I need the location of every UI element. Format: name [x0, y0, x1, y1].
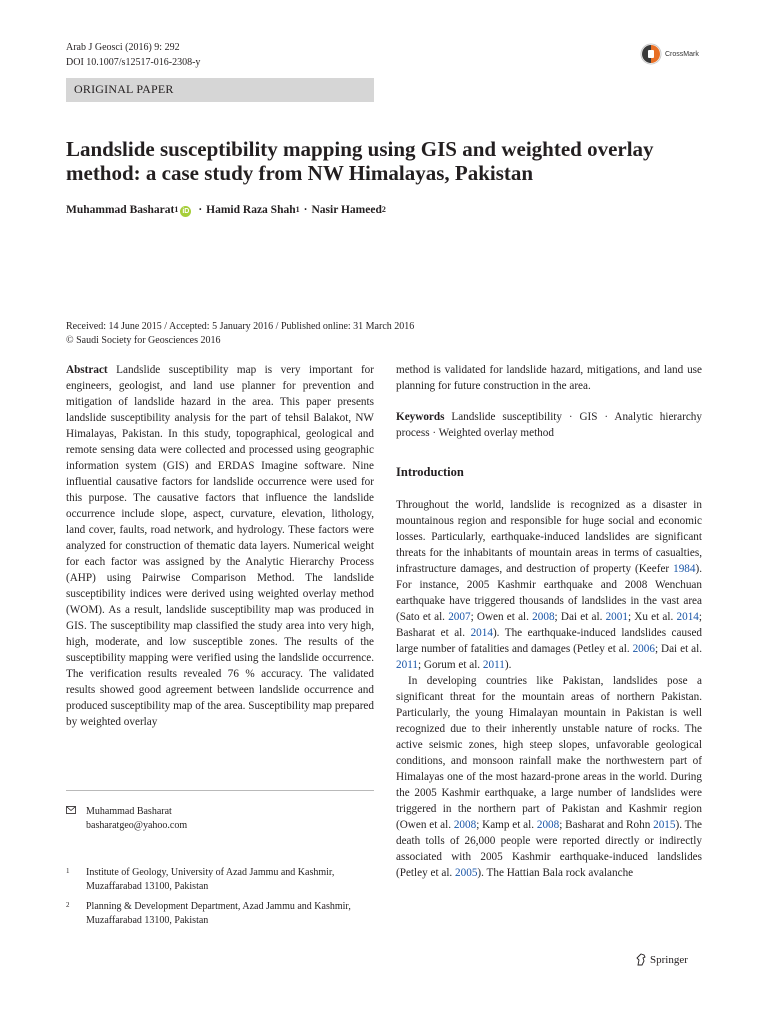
- author-name[interactable]: Hamid Raza Shah: [206, 204, 296, 216]
- abstract: [66, 362, 374, 730]
- text-run: ). For instance, 2005 Kashmir earthquake and 2008 Wenchuan earthquake have triggered thousands of landslides in the vast area (Sato et al.: [396, 563, 702, 623]
- author-separator: ·: [303, 204, 308, 216]
- affiliation-number: 2: [66, 901, 70, 909]
- correspondence-block: [66, 805, 366, 835]
- received-line: Received: 14 June 2015 / Accepted: 5 January 2016 / Published online: 31 March 2016: [66, 321, 415, 332]
- text-run: In developing countries like Pakistan, landslides pose a significant threat for the mountain areas of northern Pakistan. Particularly, the young Himalayan mountain in Pakistan is well recognized due to their inherently unstable nature of rocks. The active seismic zones, high steep slopes, unfavorable geological conditions, and monsoon rainfall make the northwestern part of Himalayas one of the most hazard-prone areas in the world. During the 2005 Kashmir earthquake, a large number of landslides were triggered in the northern part of Pakistan and Kashmir region (Owen et al.: [396, 675, 702, 831]
- citation-link[interactable]: 1984: [673, 563, 696, 575]
- citation-link[interactable]: 2007: [448, 611, 471, 623]
- text-run: ).: [504, 659, 512, 671]
- citation-link[interactable]: 2014: [470, 627, 493, 639]
- keywords-text: Landslide susceptibility · GIS · Analytic hierarchy process · Weighted overlay method: [396, 411, 702, 439]
- right-column: [396, 362, 702, 881]
- orcid-icon[interactable]: iD: [182, 208, 190, 215]
- citation-link[interactable]: 2015: [653, 819, 676, 831]
- text-run: ; Basharat et al.: [396, 611, 702, 639]
- affiliation-text: Institute of Geology, University of Azad Jammu and Kashmir, Muzaffarabad 13100, Pakistan: [86, 867, 335, 892]
- affiliation-text: Planning & Development Department, Azad Jammu and Kashmir, Muzaffarabad 13100, Pakistan: [86, 901, 351, 926]
- text-run: ). The earthquake-induced landslides caused large number of fatalities and damages (Petley et al.: [396, 627, 702, 655]
- citation-link[interactable]: 2008: [453, 819, 477, 831]
- text-run: ; Dai et al.: [554, 611, 606, 623]
- crossmark-badge[interactable]: [640, 43, 699, 65]
- text-run: ). The Hattian Bala rock avalanche: [477, 867, 634, 879]
- journal-line: Arab J Geosci (2016) 9: 292: [66, 42, 180, 53]
- publisher-name: Springer: [650, 953, 688, 966]
- citation-link[interactable]: 2001: [605, 611, 628, 623]
- author-name[interactable]: Nasir Hameed: [311, 204, 382, 216]
- citation-link[interactable]: 2006: [632, 643, 655, 655]
- author-list: [66, 204, 386, 217]
- citation-link[interactable]: 2014: [676, 611, 699, 623]
- text-run: ; Dai et al.: [654, 643, 702, 655]
- abstract-text: Landslide susceptibility map is very important for engineers, geologist, and land use planner for prevention and mitigation of landslide hazard in the area. This paper presents landslide susceptibility analysis for the part of tehsil Balakot, NW Himalayas, Pakistan. In this study, topographical, geological and remote sensing data were collected and processed using geographic information system (GIS) and ERDAS Imagine software. Nine influential causative factors for landslide occurrence were used for this purpose. The causative factors that influence the landslide occurrence include slope, aspect, curvature, elevation, lithology, land cover, faults, road network, and hydrology. These factors were analyzed for construction of thematic data layers. Numerical weight for each factor was assigned by the Analytic Hierarchy Process (AHP) using Pairwise Comparison Method. The landslide susceptibility indices were derived using weighted overlay method (WOM). As a result, landslide susceptibility map was produced in GIS. The susceptibility map classified the study area into very high, high, moderate, and low susceptible zones. The results of the susceptibility mapping were verified using the landslide occurrence. The verification results revealed 76 % accuracy. The validated results showed good agreement between landslide occurrence and produced susceptibility map of the area. Susceptibility map prepared by weighted overlay: [66, 364, 374, 728]
- journal-citation: [66, 40, 200, 70]
- springer-horse-icon: [636, 953, 647, 966]
- text-run: ; Xu et al.: [627, 611, 677, 623]
- citation-link[interactable]: 2008: [536, 819, 560, 831]
- crossmark-icon: [640, 43, 662, 65]
- correspondence-email[interactable]: basharatgeo@yahoo.com: [86, 820, 188, 831]
- introduction-paragraph-1: [396, 497, 702, 673]
- introduction-paragraph-2: [396, 673, 702, 881]
- author-name[interactable]: Muhammad Basharat: [66, 204, 175, 216]
- abstract-continuation: method is validated for landslide hazard, mitigations, and land use planning for future construction in the area.: [396, 364, 702, 392]
- abstract-column: [66, 362, 374, 730]
- text-run: ; Kamp et al.: [476, 819, 537, 831]
- author-affiliation-ref: 2: [381, 205, 386, 214]
- doi-line[interactable]: DOI 10.1007/s12517-016-2308-y: [66, 57, 201, 68]
- article-type-banner: [66, 78, 374, 102]
- text-run: ; Basharat and Rohn: [559, 819, 654, 831]
- author-affiliation-ref: 1: [174, 205, 179, 214]
- affiliation: [66, 900, 366, 930]
- correspondence-name: Muhammad Basharat: [86, 806, 172, 817]
- publisher-logo: [636, 953, 688, 966]
- keywords: [396, 409, 702, 441]
- text-run: Throughout the world, landslide is recognized as a disaster in mountainous region and responsible for huge social and economic losses. Particularly, earthquake-induced landslides are significant threats for the inhabitants of mountain areas in terms of casualties, infrastructure damages, and destruction of property (Keefer: [396, 499, 702, 575]
- copyright-line: © Saudi Society for Geosciences 2016: [66, 335, 221, 346]
- article-type-label: ORIGINAL PAPER: [74, 82, 174, 96]
- text-run: ). The death tolls of 26,000 people were reported directly or indirectly associated with 2005 Kashmir earthquake-induced landslides (Petley et al.: [396, 819, 703, 879]
- crossmark-label: CrossMark: [665, 50, 699, 58]
- citation-link[interactable]: 2011: [482, 659, 505, 671]
- citation-link[interactable]: 2005: [455, 867, 478, 879]
- introduction-heading: Introduction: [396, 465, 464, 479]
- envelope-icon: [66, 806, 76, 814]
- citation-link[interactable]: 2008: [532, 611, 555, 623]
- keywords-label: Keywords: [396, 411, 445, 423]
- text-run: ; Owen et al.: [470, 611, 533, 623]
- affiliation-number: 1: [66, 867, 70, 875]
- footnote-divider: [66, 790, 374, 791]
- author-affiliation-ref: 1: [295, 205, 300, 214]
- publication-history: [66, 320, 414, 348]
- article-title: Landslide susceptibility mapping using GIS and weighted overlay method: a case study from NW Himalayas, Pakistan: [66, 137, 654, 185]
- author-separator: ·: [198, 204, 203, 216]
- abstract-label: Abstract: [66, 364, 108, 376]
- text-run: ; Gorum et al.: [417, 659, 483, 671]
- citation-link[interactable]: 2011: [396, 659, 418, 671]
- affiliation: [66, 866, 366, 896]
